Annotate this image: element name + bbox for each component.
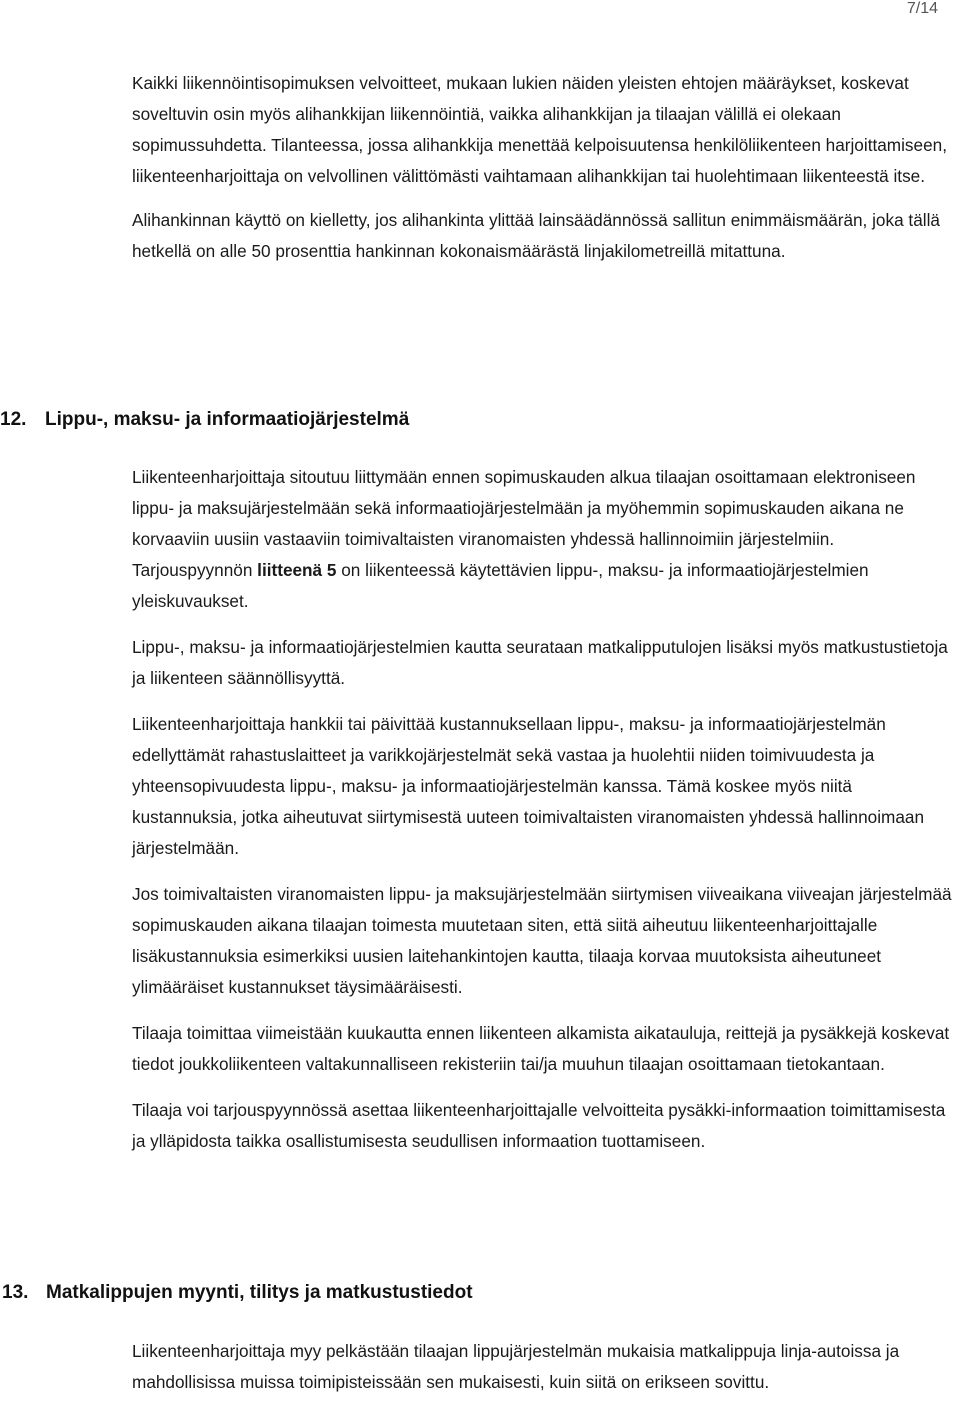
section-12-number: 12.: [0, 409, 27, 430]
section-13-number: 13.: [2, 1282, 29, 1303]
section-13-body: [132, 1336, 958, 1398]
page-number: 7/14: [906, 0, 938, 17]
attachment-reference: liitteenä 5: [257, 560, 337, 580]
paragraph-subcontracting-limit: Alihankinnan käyttö on kielletty, jos alihankinta ylittää lainsäädännössä sallitun enimmäismäärän, joka tällä hetkellä on alle 50 prosenttia hankinnan kokonaismäärästä linjakilometreillä mitattuna.: [132, 210, 940, 261]
paragraph-stop-information: Tilaaja voi tarjouspyynnössä asettaa liikenteenharjoittajalle velvoitteita pysäkki-informaation toimittamisesta ja ylläpidosta taikka osallistumisesta seudullisen informaation tuottamiseen.: [132, 1100, 946, 1151]
previous-section-text: [132, 68, 958, 267]
paragraph-equipment: Liikenteenharjoittaja hankkii tai päivittää kustannuksellaan lippu-, maksu- ja informaatiojärjestelmän edellyttämät rahastuslaitteet ja varikkojärjestelmät sekä vastaa ja huolehtii niiden toimivuudesta ja yhteensopivuudesta lippu-, maksu- ja informaatiojärjestelmän kanssa. Tämä koskee myös niitä kustannuksia, jotka aiheutuvat siirtymisestä uuteen toimivaltaisten viranomaisten yhdessä hallinnoimaan järjestelmään.: [132, 714, 925, 858]
paragraph-timetables: Tilaaja toimittaa viimeistään kuukautta ennen liikenteen alkamista aikatauluja, reittejä ja pysäkkejä koskevat tiedot joukkoliikenteen valtakunnalliseen rekisteriin tai/ja muuhun tilaajan osoittamaan tietokantaan.: [132, 1023, 950, 1074]
paragraph-ticket-sales: Liikenteenharjoittaja myy pelkästään tilaajan lippujärjestelmän mukaisia matkalippuja linja-autoissa ja mahdollisissa muissa toimipisteissään sen mukaisesti, kuin siitä on erikseen sovittu.: [132, 1341, 900, 1392]
paragraph-system-joining: [132, 462, 958, 617]
paragraph-system-joining-tail: on liikenteessä käytettävien lippu-, maksu- ja informaatiojärjestelmien yleiskuvaukset.: [132, 560, 869, 611]
paragraph-subcontracting-obligations: Kaikki liikennöintisopimuksen velvoitteet, mukaan lukien näiden yleisten ehtojen määräykset, koskevat soveltuvin osin myös alihankkijan liikennöintiä, vaikka alihankkijan ja tilaajan välillä ei olekaan sopimussuhdetta. Tilanteessa, jossa alihankkija menettää kelpoisuutensa henkilöliikenteen harjoittamiseen, liikenteenharjoittaja on velvollinen välittömästi vaihtamaan alihankkijan tai huolehtimaan liikenteestä itse.: [132, 73, 947, 186]
section-12-title: Lippu-, maksu- ja informaatiojärjestelmä: [45, 409, 410, 430]
section-13-title: Matkalippujen myynti, tilitys ja matkustustiedot: [46, 1282, 473, 1303]
paragraph-tracking: Lippu-, maksu- ja informaatiojärjestelmien kautta seurataan matkalipputulojen lisäksi myös matkustustietoja ja liikenteen säännöllisyyttä.: [132, 637, 948, 688]
paragraph-delay-costs: Jos toimivaltaisten viranomaisten lippu- ja maksujärjestelmään siirtymisen viiveaikana viiveajan järjestelmää sopimuskauden aikana tilaajan toimesta muutetaan siten, että siitä aiheutuu liikenteenharjoittajalle lisäkustannuksia esimerkiksi uusien laitehankintojen kautta, tilaaja korvaa muutoksista aiheutuneet ylimääräiset kustannukset täysimääräisesti.: [132, 884, 952, 997]
paragraph-system-joining-text: Liikenteenharjoittaja sitoutuu liittymään ennen sopimuskauden alkua tilaajan osoittamaan elektroniseen lippu- ja maksujärjestelmään sekä informaatiojärjestelmään ja myöhemmin sopimuskauden aikana ne korvaaviin uusiin vastaaviin toimivaltaisten viranomaisten yhdessä hallinnoimiin järjestelmiin. Tarjouspyynnön: [132, 467, 916, 580]
section-12-body: [132, 462, 958, 1157]
